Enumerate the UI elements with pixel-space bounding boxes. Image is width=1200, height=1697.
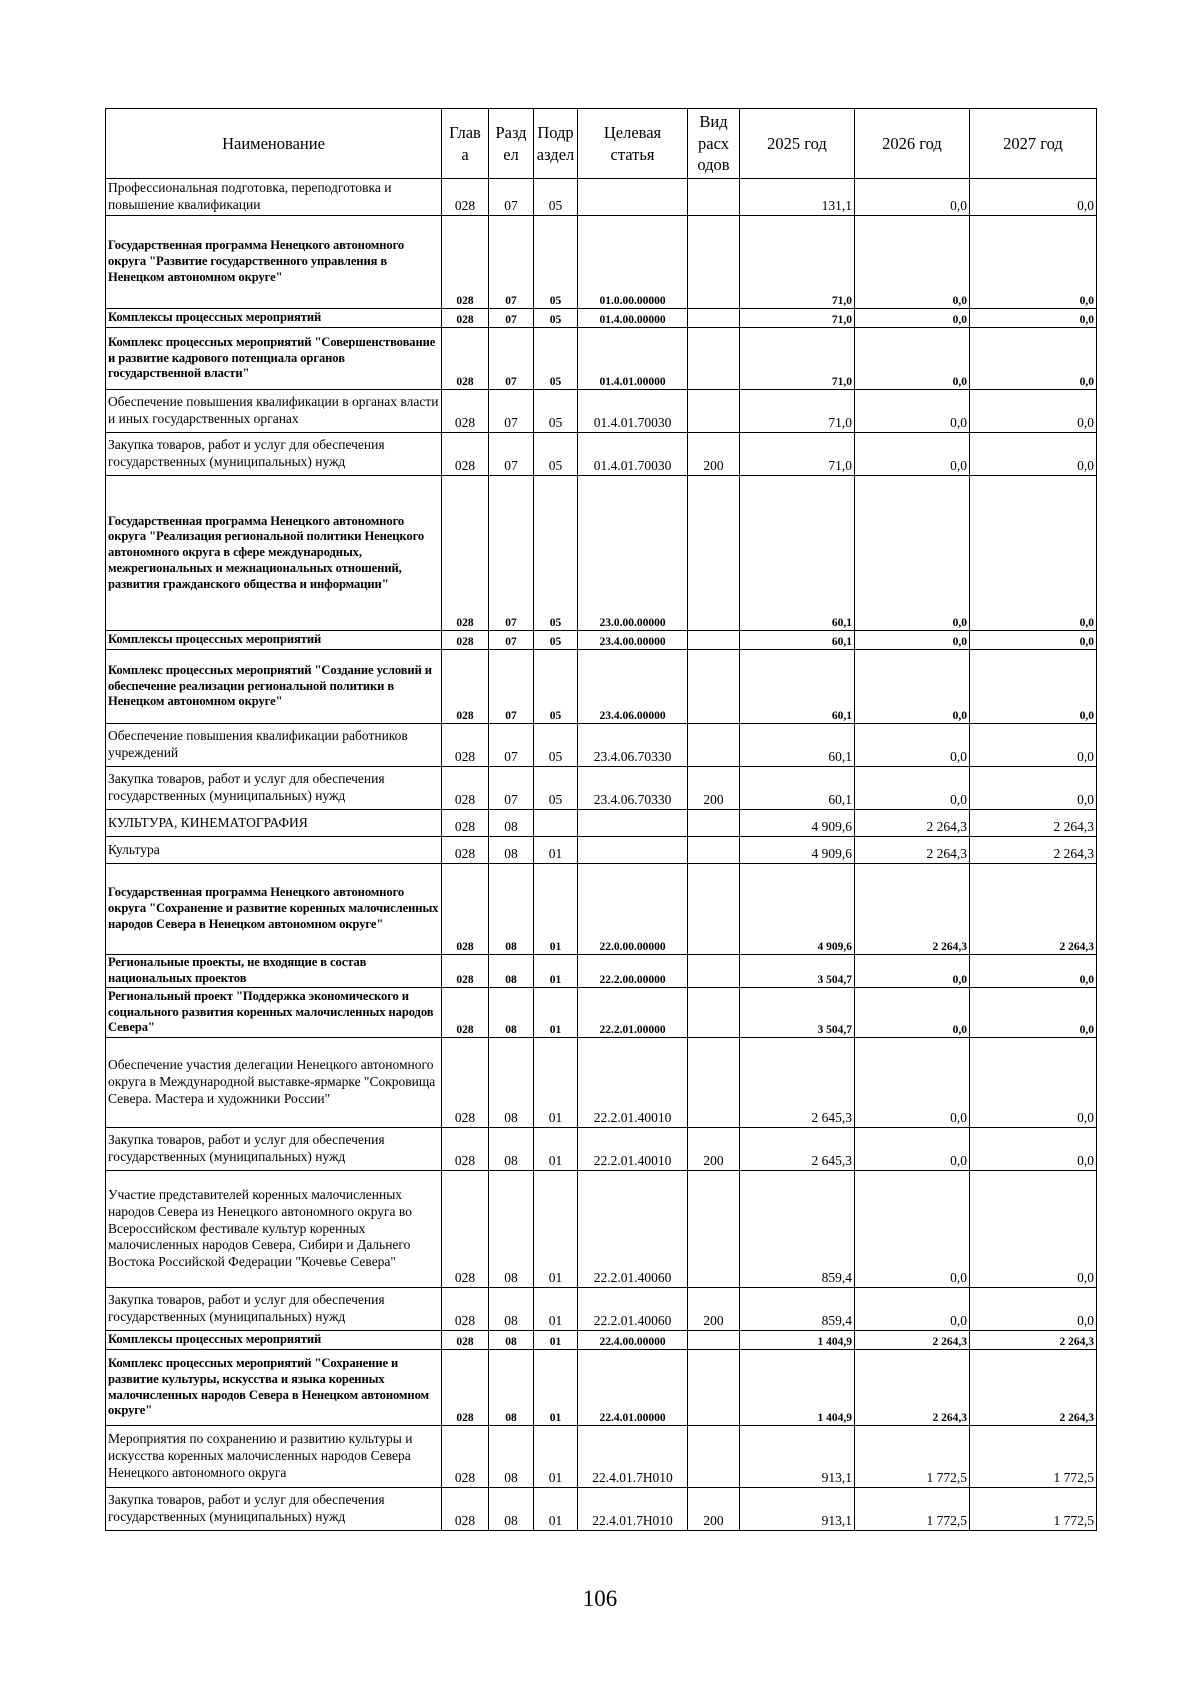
cell-y2026: 0,0 (855, 216, 970, 309)
cell-target: 23.4.00.00000 (578, 631, 688, 650)
cell-subsection: 01 (534, 864, 578, 955)
cell-target: 22.2.01.40010 (578, 1128, 688, 1171)
cell-y2025: 71,0 (740, 433, 855, 476)
cell-y2025: 60,1 (740, 476, 855, 631)
cell-y2026: 0,0 (855, 1128, 970, 1171)
cell-target: 22.2.01.00000 (578, 988, 688, 1038)
cell-subsection: 01 (534, 1426, 578, 1488)
cell-section: 08 (489, 1038, 534, 1128)
cell-target: 22.4.01.7Н010 (578, 1488, 688, 1531)
cell-name: Региональные проекты, не входящие в состав национальных проектов (106, 955, 442, 988)
cell-name: Государственная программа Ненецкого автономного округа "Развитие государственного управления в Ненецком автономном округе" (106, 216, 442, 309)
cell-target: 22.2.00.00000 (578, 955, 688, 988)
cell-y2025: 2 645,3 (740, 1128, 855, 1171)
table-row (106, 179, 1097, 216)
cell-y2027: 0,0 (970, 631, 1097, 650)
cell-name: Комплексы процессных мероприятий (106, 631, 442, 650)
header-name: Наименование (106, 109, 442, 179)
cell-section: 08 (489, 1128, 534, 1171)
table-row (106, 1171, 1097, 1288)
cell-name: Комплекс процессных мероприятий "Создание условий и обеспечение реализации региональной политики в Ненецком автономном округе" (106, 650, 442, 724)
table-row (106, 1426, 1097, 1488)
table-row (106, 837, 1097, 864)
cell-expense-type (688, 837, 740, 864)
cell-y2027: 0,0 (970, 1038, 1097, 1128)
cell-y2025: 60,1 (740, 724, 855, 767)
cell-name: Обеспечение повышения квалификации в органах власти и иных государственных органах (106, 390, 442, 433)
cell-y2027: 0,0 (970, 1288, 1097, 1331)
cell-target: 22.2.01.40060 (578, 1288, 688, 1331)
cell-subsection: 05 (534, 767, 578, 810)
cell-target (578, 837, 688, 864)
cell-subsection: 05 (534, 328, 578, 390)
cell-expense-type (688, 650, 740, 724)
cell-y2025: 1 404,9 (740, 1331, 855, 1350)
cell-target: 22.4.00.00000 (578, 1331, 688, 1350)
cell-expense-type (688, 309, 740, 328)
cell-target: 01.4.01.70030 (578, 433, 688, 476)
cell-y2026: 0,0 (855, 955, 970, 988)
cell-target: 01.0.00.00000 (578, 216, 688, 309)
cell-expense-type: 200 (688, 1288, 740, 1331)
cell-section: 08 (489, 1350, 534, 1426)
cell-name: Комплексы процессных мероприятий (106, 309, 442, 328)
cell-chapter: 028 (442, 390, 489, 433)
table-row (106, 955, 1097, 988)
cell-chapter: 028 (442, 650, 489, 724)
cell-y2025: 2 645,3 (740, 1038, 855, 1128)
cell-y2026: 0,0 (855, 650, 970, 724)
cell-y2025: 71,0 (740, 390, 855, 433)
cell-section: 08 (489, 1288, 534, 1331)
cell-y2026: 0,0 (855, 1171, 970, 1288)
cell-y2027: 0,0 (970, 328, 1097, 390)
table-row (106, 309, 1097, 328)
table-header-row (106, 109, 1097, 179)
cell-y2025: 913,1 (740, 1488, 855, 1531)
cell-section: 07 (489, 309, 534, 328)
cell-chapter: 028 (442, 767, 489, 810)
cell-subsection: 05 (534, 179, 578, 216)
header-2026: 2026 год (855, 109, 970, 179)
cell-y2025: 71,0 (740, 309, 855, 328)
cell-name: Участие представителей коренных малочисленных народов Севера из Ненецкого автономного округа во Всероссийском фестивале культур коренных малочисленных народов Севера, Сибири и Дальнего Востока Российской Федерации "Кочевье Севера" (106, 1171, 442, 1288)
cell-name: Мероприятия по сохранению и развитию культуры и искусства коренных малочисленных народов Севера Ненецкого автономного округа (106, 1426, 442, 1488)
cell-section: 08 (489, 810, 534, 837)
cell-name: Культура (106, 837, 442, 864)
cell-expense-type (688, 476, 740, 631)
cell-target: 22.4.01.7Н010 (578, 1426, 688, 1488)
header-subsection: Подр аздел (534, 109, 578, 179)
cell-subsection: 05 (534, 390, 578, 433)
cell-y2027: 0,0 (970, 955, 1097, 988)
cell-subsection: 01 (534, 1488, 578, 1531)
cell-section: 08 (489, 1426, 534, 1488)
cell-y2027: 0,0 (970, 767, 1097, 810)
cell-section: 08 (489, 837, 534, 864)
table-row (106, 631, 1097, 650)
header-chapter: Глав а (442, 109, 489, 179)
cell-target: 23.0.00.00000 (578, 476, 688, 631)
cell-target: 22.2.01.40060 (578, 1171, 688, 1288)
cell-name: Закупка товаров, работ и услуг для обеспечения государственных (муниципальных) нужд (106, 1128, 442, 1171)
cell-name: Государственная программа Ненецкого автономного округа "Реализация региональной политики Ненецкого автономного округа в сфере международных, межрегиональных и межнациональных отношений, развития гражданского общества и информации" (106, 476, 442, 631)
cell-chapter: 028 (442, 1331, 489, 1350)
cell-target: 01.4.00.00000 (578, 309, 688, 328)
cell-y2027: 2 264,3 (970, 810, 1097, 837)
cell-chapter: 028 (442, 1288, 489, 1331)
cell-name: Закупка товаров, работ и услуг для обеспечения государственных (муниципальных) нужд (106, 767, 442, 810)
header-target: Целевая статья (578, 109, 688, 179)
cell-subsection: 01 (534, 1128, 578, 1171)
cell-expense-type (688, 988, 740, 1038)
cell-target: 22.0.00.00000 (578, 864, 688, 955)
table-row (106, 724, 1097, 767)
cell-chapter: 028 (442, 1171, 489, 1288)
cell-expense-type: 200 (688, 1128, 740, 1171)
header-expense-type: Вид расх одов (688, 109, 740, 179)
table-row (106, 476, 1097, 631)
cell-target: 22.2.01.40010 (578, 1038, 688, 1128)
table-row (106, 1128, 1097, 1171)
table-row (106, 216, 1097, 309)
table-row (106, 810, 1097, 837)
cell-chapter: 028 (442, 433, 489, 476)
cell-y2025: 859,4 (740, 1288, 855, 1331)
table-row (106, 328, 1097, 390)
cell-y2025: 131,1 (740, 179, 855, 216)
cell-subsection: 01 (534, 837, 578, 864)
cell-subsection: 01 (534, 955, 578, 988)
cell-chapter: 028 (442, 810, 489, 837)
cell-subsection: 01 (534, 1288, 578, 1331)
cell-y2025: 4 909,6 (740, 864, 855, 955)
cell-y2025: 4 909,6 (740, 810, 855, 837)
cell-target (578, 179, 688, 216)
cell-y2027: 2 264,3 (970, 1331, 1097, 1350)
cell-y2027: 0,0 (970, 309, 1097, 328)
table-row (106, 1288, 1097, 1331)
cell-chapter: 028 (442, 955, 489, 988)
cell-name: Комплекс процессных мероприятий "Совершенствование и развитие кадрового потенциала органов государственной власти" (106, 328, 442, 390)
cell-expense-type: 200 (688, 433, 740, 476)
table-row (106, 650, 1097, 724)
cell-name: Закупка товаров, работ и услуг для обеспечения государственных (муниципальных) нужд (106, 1488, 442, 1531)
cell-y2026: 0,0 (855, 988, 970, 1038)
cell-y2026: 0,0 (855, 724, 970, 767)
cell-y2025: 60,1 (740, 650, 855, 724)
cell-expense-type (688, 955, 740, 988)
cell-expense-type: 200 (688, 1488, 740, 1531)
cell-subsection: 01 (534, 1171, 578, 1288)
cell-name: Закупка товаров, работ и услуг для обеспечения государственных (муниципальных) нужд (106, 1288, 442, 1331)
cell-y2025: 60,1 (740, 767, 855, 810)
cell-name: Комплексы процессных мероприятий (106, 1331, 442, 1350)
cell-name: Обеспечение участия делегации Ненецкого автономного округа в Международной выставке-ярмарке "Сокровища Севера. Мастера и художники России" (106, 1038, 442, 1128)
cell-expense-type (688, 216, 740, 309)
table-row (106, 1331, 1097, 1350)
cell-chapter: 028 (442, 328, 489, 390)
cell-section: 07 (489, 328, 534, 390)
cell-y2027: 0,0 (970, 179, 1097, 216)
cell-name: Комплекс процессных мероприятий "Сохранение и развитие культуры, искусства и языка коренных малочисленных народов Севера в Ненецком автономном округе" (106, 1350, 442, 1426)
cell-expense-type (688, 724, 740, 767)
cell-expense-type (688, 1171, 740, 1288)
cell-chapter: 028 (442, 724, 489, 767)
table-row (106, 988, 1097, 1038)
cell-name: КУЛЬТУРА, КИНЕМАТОГРАФИЯ (106, 810, 442, 837)
cell-name: Закупка товаров, работ и услуг для обеспечения государственных (муниципальных) нужд (106, 433, 442, 476)
cell-y2026: 0,0 (855, 309, 970, 328)
table-row (106, 390, 1097, 433)
table-row (106, 767, 1097, 810)
cell-expense-type (688, 810, 740, 837)
cell-chapter: 028 (442, 1426, 489, 1488)
cell-target: 23.4.06.00000 (578, 650, 688, 724)
cell-y2027: 0,0 (970, 988, 1097, 1038)
cell-section: 08 (489, 1488, 534, 1531)
cell-section: 07 (489, 767, 534, 810)
cell-subsection (534, 810, 578, 837)
cell-section: 07 (489, 631, 534, 650)
cell-y2026: 0,0 (855, 631, 970, 650)
cell-chapter: 028 (442, 179, 489, 216)
cell-expense-type (688, 1331, 740, 1350)
cell-subsection: 05 (534, 650, 578, 724)
header-2025: 2025 год (740, 109, 855, 179)
cell-y2027: 0,0 (970, 724, 1097, 767)
cell-y2025: 4 909,6 (740, 837, 855, 864)
cell-y2026: 0,0 (855, 767, 970, 810)
cell-section: 07 (489, 724, 534, 767)
cell-target: 01.4.01.00000 (578, 328, 688, 390)
cell-section: 08 (489, 988, 534, 1038)
cell-y2026: 2 264,3 (855, 810, 970, 837)
table-row (106, 1038, 1097, 1128)
cell-chapter: 028 (442, 837, 489, 864)
cell-y2027: 0,0 (970, 650, 1097, 724)
cell-y2027: 2 264,3 (970, 864, 1097, 955)
cell-expense-type (688, 390, 740, 433)
cell-section: 07 (489, 476, 534, 631)
page-number: 106 (582, 1586, 618, 1611)
cell-name: Государственная программа Ненецкого автономного округа "Сохранение и развитие коренных малочисленных народов Севера в Ненецком автономном округе" (106, 864, 442, 955)
cell-chapter: 028 (442, 1350, 489, 1426)
cell-y2026: 1 772,5 (855, 1488, 970, 1531)
cell-subsection: 05 (534, 476, 578, 631)
cell-target: 23.4.06.70330 (578, 724, 688, 767)
cell-y2025: 3 504,7 (740, 988, 855, 1038)
cell-subsection: 01 (534, 988, 578, 1038)
cell-chapter: 028 (442, 1038, 489, 1128)
cell-chapter: 028 (442, 631, 489, 650)
cell-expense-type (688, 328, 740, 390)
budget-table (105, 108, 1097, 1531)
cell-y2027: 2 264,3 (970, 837, 1097, 864)
cell-target (578, 810, 688, 837)
cell-chapter: 028 (442, 1128, 489, 1171)
cell-section: 07 (489, 433, 534, 476)
cell-expense-type (688, 631, 740, 650)
cell-subsection: 05 (534, 216, 578, 309)
cell-section: 08 (489, 955, 534, 988)
header-2027: 2027 год (970, 109, 1097, 179)
cell-subsection: 01 (534, 1038, 578, 1128)
cell-section: 08 (489, 1171, 534, 1288)
cell-y2026: 2 264,3 (855, 1331, 970, 1350)
cell-section: 07 (489, 216, 534, 309)
cell-chapter: 028 (442, 216, 489, 309)
cell-expense-type (688, 864, 740, 955)
cell-y2026: 0,0 (855, 1288, 970, 1331)
cell-expense-type (688, 1038, 740, 1128)
table-row (106, 1350, 1097, 1426)
cell-y2027: 0,0 (970, 216, 1097, 309)
cell-section: 08 (489, 1331, 534, 1350)
cell-section: 07 (489, 390, 534, 433)
cell-section: 07 (489, 179, 534, 216)
cell-y2027: 0,0 (970, 1128, 1097, 1171)
cell-y2025: 71,0 (740, 216, 855, 309)
cell-y2026: 0,0 (855, 476, 970, 631)
cell-y2027: 0,0 (970, 433, 1097, 476)
cell-chapter: 028 (442, 864, 489, 955)
table-row (106, 1488, 1097, 1531)
table-row (106, 864, 1097, 955)
cell-y2027: 0,0 (970, 476, 1097, 631)
cell-y2027: 1 772,5 (970, 1426, 1097, 1488)
cell-chapter: 028 (442, 1488, 489, 1531)
cell-expense-type: 200 (688, 767, 740, 810)
cell-subsection: 05 (534, 724, 578, 767)
cell-target: 23.4.06.70330 (578, 767, 688, 810)
cell-y2025: 1 404,9 (740, 1350, 855, 1426)
cell-subsection: 05 (534, 631, 578, 650)
cell-subsection: 05 (534, 433, 578, 476)
cell-subsection: 05 (534, 309, 578, 328)
cell-y2026: 0,0 (855, 433, 970, 476)
cell-y2026: 1 772,5 (855, 1426, 970, 1488)
cell-target: 22.4.01.00000 (578, 1350, 688, 1426)
cell-name: Региональный проект "Поддержка экономического и социального развития коренных малочисленных народов Севера" (106, 988, 442, 1038)
cell-y2027: 0,0 (970, 390, 1097, 433)
cell-subsection: 01 (534, 1331, 578, 1350)
cell-y2026: 0,0 (855, 1038, 970, 1128)
cell-y2027: 1 772,5 (970, 1488, 1097, 1531)
cell-y2025: 71,0 (740, 328, 855, 390)
table-row (106, 433, 1097, 476)
cell-y2025: 913,1 (740, 1426, 855, 1488)
cell-section: 08 (489, 864, 534, 955)
cell-y2025: 60,1 (740, 631, 855, 650)
cell-y2027: 2 264,3 (970, 1350, 1097, 1426)
cell-y2025: 3 504,7 (740, 955, 855, 988)
cell-y2026: 2 264,3 (855, 864, 970, 955)
cell-section: 07 (489, 650, 534, 724)
cell-chapter: 028 (442, 309, 489, 328)
cell-target: 01.4.01.70030 (578, 390, 688, 433)
cell-subsection: 01 (534, 1350, 578, 1426)
cell-name: Профессиональная подготовка, переподготовка и повышение квалификации (106, 179, 442, 216)
cell-y2027: 0,0 (970, 1171, 1097, 1288)
cell-name: Обеспечение повышения квалификации работников учреждений (106, 724, 442, 767)
cell-y2026: 0,0 (855, 390, 970, 433)
cell-expense-type (688, 1426, 740, 1488)
cell-y2025: 859,4 (740, 1171, 855, 1288)
header-section: Разд ел (489, 109, 534, 179)
cell-chapter: 028 (442, 476, 489, 631)
cell-chapter: 028 (442, 988, 489, 1038)
cell-y2026: 0,0 (855, 328, 970, 390)
cell-y2026: 0,0 (855, 179, 970, 216)
cell-y2026: 2 264,3 (855, 1350, 970, 1426)
cell-expense-type (688, 1350, 740, 1426)
cell-y2026: 2 264,3 (855, 837, 970, 864)
cell-expense-type (688, 179, 740, 216)
